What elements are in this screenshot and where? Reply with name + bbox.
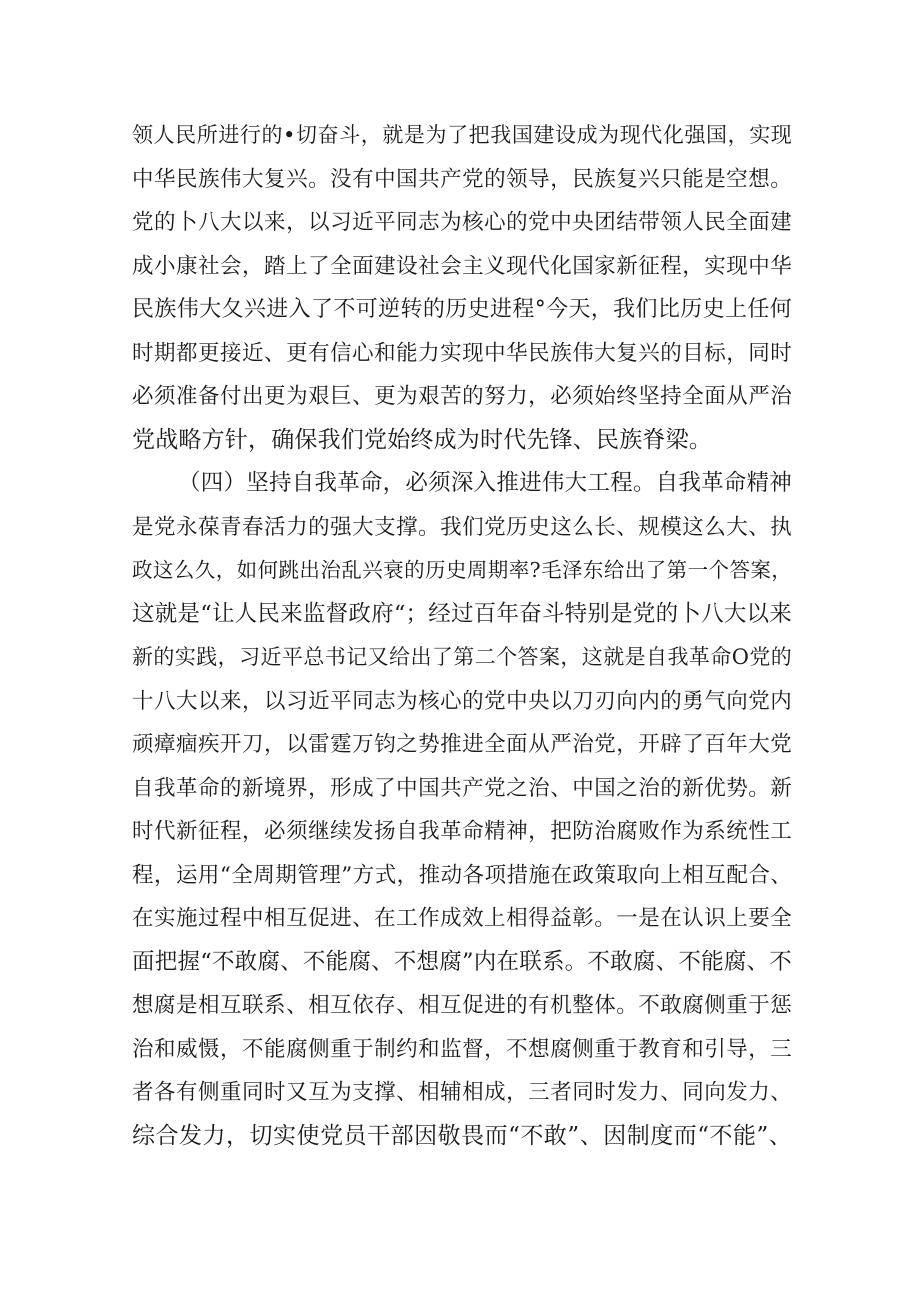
- paragraph-end-line: 党战略方针，确保我们党始终成为时代先锋、民族脊梁。: [132, 426, 712, 453]
- text-line: 时代新征程，必须继续发扬自我革命精神，把防治腐败作为系统性工: [132, 819, 792, 844]
- text-line: 顽瘴痼疾开刀，以雷霆万钧之势推进全面从严治党，开辟了百年大党: [132, 732, 792, 757]
- text-line: 成小康社会，踏上了全面建设社会主义现代化国家新征程，实现中华: [132, 253, 792, 279]
- text-line: 新的实践，习近平总书记又给出了第二个答案，这就是自我革命O党的: [132, 645, 792, 669]
- body-text: [132, 114, 792, 1158]
- text-line: 综合发力，切实使党员干部因敬畏而“不敢”、因制度而“不能”、: [132, 1122, 792, 1149]
- text-line: 程，运用“全周期管理”方式，推动各项措施在政策取向上相互配合、: [132, 862, 792, 888]
- text-line: 想腐是相互联系、相互依存、相互促进的有机整体。不敢腐侧重于惩: [132, 993, 792, 1018]
- text-line: 中华民族伟大复兴。没有中国共产党的领导，民族复兴只能是空想。: [132, 166, 792, 192]
- text-line: 在实施过程中相互促进、在工作成效上相得益彰。一是在认识上要全: [132, 906, 792, 931]
- text-line: 者各有侧重同时又互为支撑、相辅相成，三者同时发力、同向发力、: [132, 1080, 792, 1105]
- text-line: 民族伟大夂兴进入了不可逆转的历史进程°今天，我们比历史上任何: [132, 297, 792, 322]
- text-line: 自我革命的新境界，形成了中国共产党之治、中国之治的新优势。新: [132, 775, 792, 801]
- text-line: 这就是“让人民来监督政府“；经过百年奋斗特别是党的卜八大以来: [132, 600, 792, 627]
- text-line: 必须准备付出更为艰巨、更为艰苦的努力，必须始终坚持全面从严治: [132, 384, 792, 409]
- paragraph-heading-line: （四）坚持自我革命，必须深入推进伟大工程。自我革命精神: [178, 470, 792, 496]
- text-line: 时期都更接近、更有信心和能力实现中华民族伟大复兴的目标，同时: [132, 340, 792, 366]
- text-line: 政这么久，如何跳出治乱兴衰的历史周期率?毛泽东给出了第一个答案，: [132, 558, 792, 582]
- text-line: 领人民所进行的•切奋斗，就是为了把我国建设成为现代化强国，实现: [132, 123, 792, 147]
- text-line: 是党永葆青春活力的强大支撑。我们党历史这么长、规模这么大、执: [132, 514, 792, 540]
- text-line: 十八大以来，以习近平同志为核心的党中央以刀刃向内的勇气向党内: [132, 688, 792, 714]
- text-line: 治和威慑，不能腐侧重于制约和监督，不想腐侧重于教育和引导，三: [132, 1036, 792, 1062]
- text-line: 面把握“不敢腐、不能腐、不想腐”内在联系。不敢腐、不能腐、不: [132, 948, 792, 975]
- text-line: 党的卜八大以来，以习近平同志为核心的党中央团结带领人民全面建: [132, 210, 792, 235]
